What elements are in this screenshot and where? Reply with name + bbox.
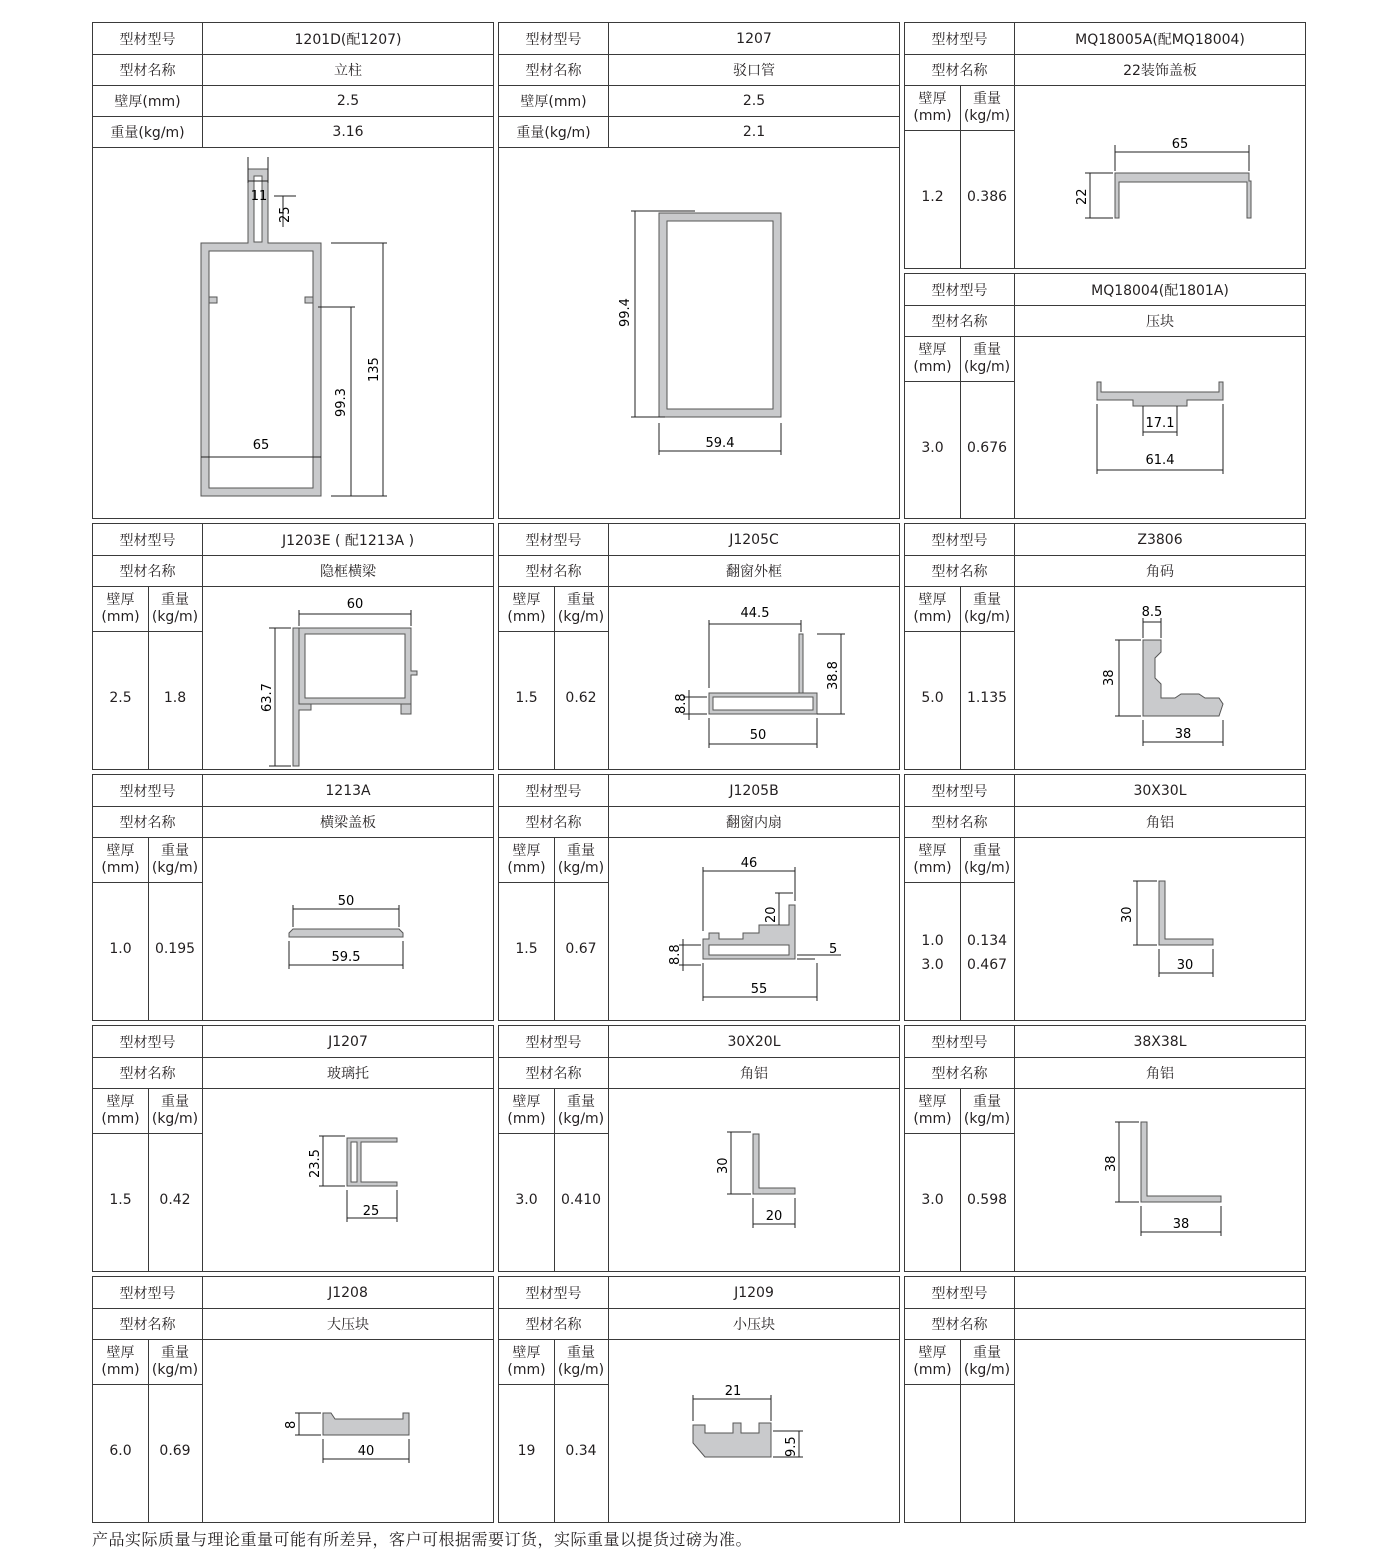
svg-text:5: 5 <box>829 942 838 957</box>
wall-value: 5.0 <box>921 690 944 706</box>
svg-text:46: 46 <box>740 856 758 871</box>
profile-card-38x38l <box>904 1025 1306 1272</box>
profile-drawing <box>609 586 899 769</box>
profile-drawing <box>1015 1339 1305 1522</box>
svg-text:40: 40 <box>357 1444 375 1459</box>
profile-drawing <box>609 1339 899 1522</box>
label-name: 型材名称 <box>905 555 1015 586</box>
label-model: 型材型号 <box>905 1026 1015 1057</box>
wall-value: 19 <box>517 1443 536 1459</box>
weight-header: 重量 (kg/m) <box>960 85 1014 131</box>
svg-text:38: 38 <box>1104 1155 1119 1172</box>
name-value: 角码 <box>1146 563 1174 580</box>
label-name: 型材名称 <box>93 806 203 837</box>
model-value: J1207 <box>328 1033 368 1050</box>
weight-column <box>148 586 203 769</box>
profile-card-j1207 <box>92 1025 494 1272</box>
svg-text:50: 50 <box>749 728 767 743</box>
weight-value: 0.134 <box>966 933 1008 949</box>
name-value: 角铝 <box>1146 1065 1174 1082</box>
label-name: 型材名称 <box>93 1057 203 1088</box>
dim-width: 59.4 <box>705 436 735 451</box>
svg-text:20: 20 <box>764 906 779 923</box>
model-value: 1201D(配1207) <box>294 31 402 48</box>
model-value: 1207 <box>736 30 772 47</box>
label-name: 型材名称 <box>905 806 1015 837</box>
wall-header: 壁厚 (mm) <box>93 1339 148 1385</box>
svg-text:20: 20 <box>765 1209 783 1224</box>
profile-drawing-1201d <box>93 147 493 518</box>
name-value: 玻璃托 <box>327 1065 369 1082</box>
wall-header: 壁厚 (mm) <box>905 85 960 131</box>
weight-column <box>554 1339 609 1522</box>
label-model: 型材型号 <box>93 524 203 555</box>
wall-value-2: 3.0 <box>921 957 944 973</box>
weight-column <box>148 1339 203 1522</box>
label-model: 型材型号 <box>499 524 609 555</box>
label-model: 型材型号 <box>905 775 1015 806</box>
wall-header: 壁厚 (mm) <box>905 1088 960 1134</box>
weight-column <box>554 837 609 1020</box>
name-value: 驳口管 <box>733 62 775 79</box>
model-value: J1209 <box>734 1284 774 1301</box>
name-value: 横梁盖板 <box>320 814 376 831</box>
wall-column <box>93 1339 149 1522</box>
name-value: 压块 <box>1146 313 1174 330</box>
label-name: 型材名称 <box>93 555 203 586</box>
weight-header: 重量 (kg/m) <box>554 586 608 632</box>
label-name: 型材名称 <box>905 54 1015 85</box>
svg-text:60: 60 <box>346 597 364 612</box>
label-model: 型材型号 <box>905 1277 1015 1308</box>
wall-column <box>93 1088 149 1271</box>
wall-header: 壁厚 (mm) <box>905 336 960 382</box>
weight-value: 0.410 <box>560 1192 602 1208</box>
wall-column <box>905 85 961 268</box>
svg-text:55: 55 <box>750 982 768 997</box>
svg-text:50: 50 <box>337 894 355 909</box>
wall-value: 3.0 <box>921 1192 944 1208</box>
wall-value: 1.2 <box>921 189 944 205</box>
dim-width: 61.4 <box>1145 453 1175 468</box>
svg-text:8.5: 8.5 <box>1141 605 1163 620</box>
label-model: 型材型号 <box>93 1277 203 1308</box>
profile-card-1201d <box>92 22 494 519</box>
profile-drawing <box>609 1088 899 1271</box>
weight-column <box>960 586 1015 769</box>
wall-column <box>93 837 149 1020</box>
wall-value: 2.5 <box>109 690 132 706</box>
dim-tongue-height: 25 <box>278 206 293 223</box>
model-value: J1203E ( 配1213A ) <box>281 532 415 549</box>
model-value: J1205C <box>729 531 779 548</box>
label-name: 型材名称 <box>499 555 609 586</box>
weight-column <box>960 1339 1015 1522</box>
dim-height: 22 <box>1075 188 1090 205</box>
svg-text:44.5: 44.5 <box>740 606 770 621</box>
label-wall: 壁厚(mm) <box>93 85 203 116</box>
wall-column <box>905 837 961 1020</box>
wall-column <box>905 586 961 769</box>
wall-column <box>499 586 555 769</box>
profile-drawing <box>203 1088 493 1271</box>
wall-header: 壁厚 (mm) <box>93 1088 148 1134</box>
wall-header: 壁厚 (mm) <box>93 586 148 632</box>
profile-card-1213a <box>92 774 494 1021</box>
profile-drawing <box>203 1339 493 1522</box>
profile-drawing <box>1015 837 1305 1020</box>
weight-value: 0.62 <box>565 690 597 706</box>
wall-column <box>93 586 149 769</box>
svg-text:30: 30 <box>1120 906 1135 923</box>
weight-value: 1.135 <box>966 690 1008 706</box>
label-name: 型材名称 <box>905 1057 1015 1088</box>
dim-inner-height: 99.3 <box>334 388 349 417</box>
model-value: 38X38L <box>1133 1033 1187 1050</box>
label-model: 型材型号 <box>93 23 203 54</box>
svg-text:25: 25 <box>362 1204 380 1219</box>
model-value: J1208 <box>328 1284 368 1301</box>
weight-header: 重量 (kg/m) <box>960 1339 1014 1385</box>
wall-column <box>499 837 555 1020</box>
weight-value: 2.1 <box>742 123 766 140</box>
model-value: 1213A <box>325 782 371 799</box>
profile-card-30x20l <box>498 1025 900 1272</box>
weight-column <box>960 837 1015 1020</box>
svg-text:9.5: 9.5 <box>784 1436 799 1457</box>
weight-header: 重量 (kg/m) <box>960 1088 1014 1134</box>
weight-value: 0.386 <box>966 189 1008 205</box>
label-model: 型材型号 <box>93 1026 203 1057</box>
model-value: MQ18004(配1801A) <box>1091 282 1229 299</box>
wall-column <box>905 1088 961 1271</box>
profile-card-30x30l <box>904 774 1306 1021</box>
label-model: 型材型号 <box>905 274 1015 305</box>
profile-card-j1208 <box>92 1276 494 1523</box>
weight-header: 重量 (kg/m) <box>960 336 1014 382</box>
name-value: 翻窗内扇 <box>726 814 782 831</box>
dim-height: 99.4 <box>618 298 633 327</box>
weight-header: 重量 (kg/m) <box>148 1088 202 1134</box>
weight-header: 重量 (kg/m) <box>148 586 202 632</box>
wall-value: 3.0 <box>515 1192 538 1208</box>
model-value: Z3806 <box>1137 531 1183 548</box>
weight-header: 重量 (kg/m) <box>148 1339 202 1385</box>
dim-width: 65 <box>1171 137 1189 152</box>
weight-value: 0.598 <box>966 1192 1008 1208</box>
weight-header: 重量 (kg/m) <box>554 1339 608 1385</box>
wall-header: 壁厚 (mm) <box>905 1339 960 1385</box>
profile-card-j1205b <box>498 774 900 1021</box>
weight-value: 3.16 <box>332 123 364 140</box>
svg-text:8: 8 <box>284 1420 299 1429</box>
wall-value: 1.0 <box>109 941 132 957</box>
profile-drawing <box>1015 1088 1305 1271</box>
name-value: 翻窗外框 <box>726 563 782 580</box>
wall-column <box>499 1088 555 1271</box>
wall-header: 壁厚 (mm) <box>499 837 554 883</box>
dim-width-top: 11 <box>250 189 268 204</box>
model-value: MQ18005A(配MQ18004) <box>1075 31 1245 48</box>
label-model: 型材型号 <box>499 1277 609 1308</box>
svg-text:38.8: 38.8 <box>826 661 841 690</box>
profile-card-mq18005a <box>904 22 1306 269</box>
name-value: 22装饰盖板 <box>1123 62 1197 79</box>
weight-column <box>554 1088 609 1271</box>
name-value: 角铝 <box>740 1065 768 1082</box>
svg-text:30: 30 <box>716 1157 731 1174</box>
name-value: 小压块 <box>733 1316 775 1333</box>
weight-value: 0.69 <box>159 1443 191 1459</box>
weight-value: 0.676 <box>966 440 1008 456</box>
dim-total-height: 135 <box>367 357 382 382</box>
wall-value: 6.0 <box>109 1443 132 1459</box>
wall-column <box>499 1339 555 1522</box>
svg-text:38: 38 <box>1174 727 1192 742</box>
profile-card-j1205c <box>498 523 900 770</box>
wall-value: 2.5 <box>336 92 360 109</box>
wall-header: 壁厚 (mm) <box>93 837 148 883</box>
profile-card-j1203e <box>92 523 494 770</box>
svg-text:23.5: 23.5 <box>308 1149 323 1178</box>
label-name: 型材名称 <box>93 54 203 85</box>
label-weight: 重量(kg/m) <box>93 116 203 147</box>
weight-column <box>148 1088 203 1271</box>
weight-column <box>554 586 609 769</box>
weight-header: 重量 (kg/m) <box>148 837 202 883</box>
wall-value: 1.5 <box>515 690 538 706</box>
wall-value: 1.5 <box>515 941 538 957</box>
wall-value: 3.0 <box>921 440 944 456</box>
model-value: 30X20L <box>727 1033 781 1050</box>
wall-column <box>905 1339 961 1522</box>
profile-drawing <box>203 837 493 1020</box>
weight-header: 重量 (kg/m) <box>960 586 1014 632</box>
svg-text:8.8: 8.8 <box>674 693 689 714</box>
svg-text:59.5: 59.5 <box>331 950 361 965</box>
label-model: 型材型号 <box>499 775 609 806</box>
name-value: 立柱 <box>334 62 362 79</box>
wall-header: 壁厚 (mm) <box>905 837 960 883</box>
wall-column <box>905 336 961 518</box>
label-model: 型材型号 <box>905 524 1015 555</box>
weight-value: 0.67 <box>565 941 597 957</box>
model-value: J1205B <box>729 782 779 799</box>
svg-text:8.8: 8.8 <box>668 944 683 965</box>
wall-header: 壁厚 (mm) <box>499 1088 554 1134</box>
wall-value: 1.0 <box>921 933 944 949</box>
name-value: 大压块 <box>327 1316 369 1333</box>
dim-width: 65 <box>252 438 270 453</box>
profile-drawing-mq18004 <box>1015 336 1305 518</box>
profile-card-empty <box>904 1276 1306 1523</box>
profile-card-mq18004 <box>904 273 1306 519</box>
weight-header: 重量 (kg/m) <box>960 837 1014 883</box>
weight-value: 0.195 <box>154 941 196 957</box>
label-model: 型材型号 <box>499 23 609 54</box>
weight-value: 1.8 <box>163 690 187 706</box>
wall-value: 2.5 <box>742 92 766 109</box>
profile-card-z3806 <box>904 523 1306 770</box>
label-name: 型材名称 <box>905 305 1015 336</box>
model-value: 30X30L <box>1133 782 1187 799</box>
weight-value: 0.34 <box>565 1443 597 1459</box>
label-name: 型材名称 <box>905 1308 1015 1339</box>
svg-text:30: 30 <box>1176 958 1194 973</box>
profile-drawing <box>1015 586 1305 769</box>
weight-value: 0.42 <box>159 1192 191 1208</box>
svg-text:38: 38 <box>1102 669 1117 686</box>
label-wall: 壁厚(mm) <box>499 85 609 116</box>
label-model: 型材型号 <box>93 775 203 806</box>
weight-column <box>960 1088 1015 1271</box>
wall-header: 壁厚 (mm) <box>499 586 554 632</box>
weight-column <box>960 85 1015 268</box>
model-value <box>1015 1277 1305 1308</box>
profile-drawing-1207 <box>499 147 899 518</box>
profile-card-j1209 <box>498 1276 900 1523</box>
footer-note: 产品实际质量与理论重量可能有所差异，客户可根据需要订货，实际重量以提货过磅为准。 <box>92 1530 753 1549</box>
name-value: 角铝 <box>1146 814 1174 831</box>
svg-text:38: 38 <box>1172 1217 1190 1232</box>
weight-column <box>148 837 203 1020</box>
weight-value-2: 0.467 <box>966 957 1008 973</box>
weight-header: 重量 (kg/m) <box>554 837 608 883</box>
svg-text:21: 21 <box>724 1384 742 1399</box>
label-model: 型材型号 <box>499 1026 609 1057</box>
weight-column <box>960 336 1015 518</box>
name-value <box>1015 1308 1305 1339</box>
name-value: 隐框横梁 <box>320 563 376 580</box>
wall-header: 壁厚 (mm) <box>905 586 960 632</box>
label-name: 型材名称 <box>499 54 609 85</box>
wall-value: 1.5 <box>109 1192 132 1208</box>
profile-card-1207 <box>498 22 900 519</box>
profile-drawing-mq18005a <box>1015 85 1305 268</box>
profile-drawing <box>609 837 899 1020</box>
weight-header: 重量 (kg/m) <box>554 1088 608 1134</box>
svg-text:63.7: 63.7 <box>260 683 275 712</box>
label-name: 型材名称 <box>93 1308 203 1339</box>
label-name: 型材名称 <box>499 806 609 837</box>
profile-drawing <box>203 586 493 769</box>
dim-inner: 17.1 <box>1145 416 1175 431</box>
label-model: 型材型号 <box>905 23 1015 54</box>
wall-header: 壁厚 (mm) <box>499 1339 554 1385</box>
label-name: 型材名称 <box>499 1057 609 1088</box>
label-weight: 重量(kg/m) <box>499 116 609 147</box>
label-name: 型材名称 <box>499 1308 609 1339</box>
